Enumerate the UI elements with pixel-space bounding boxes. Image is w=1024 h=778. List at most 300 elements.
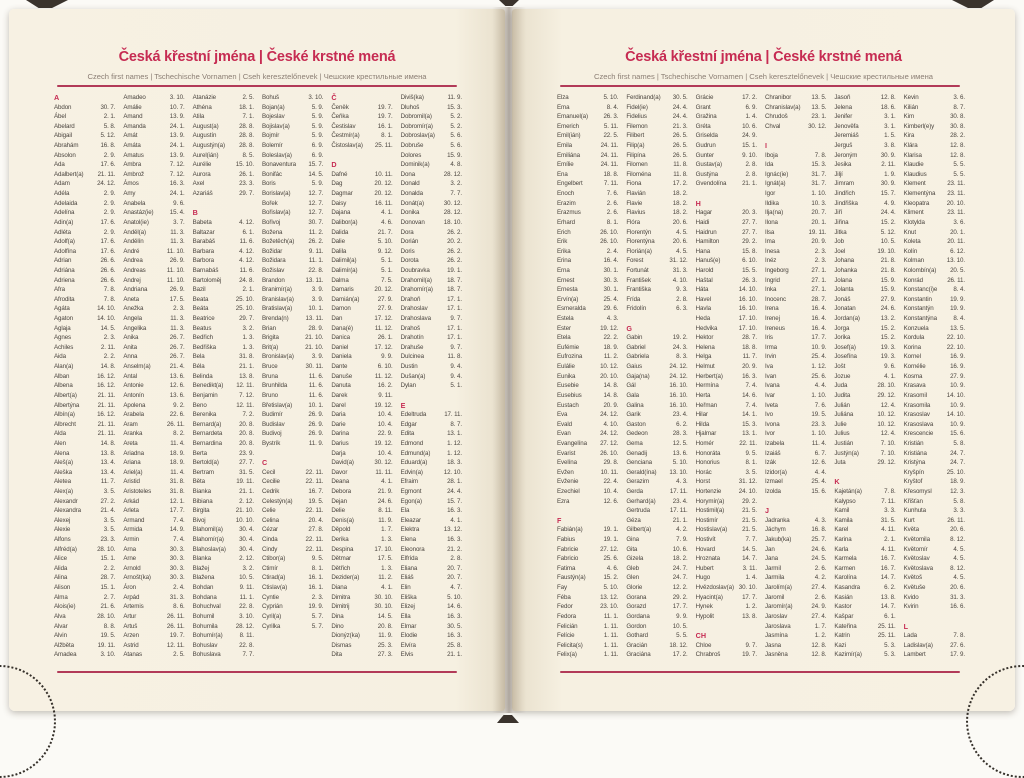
name-entry [904, 131, 965, 141]
name-day-date: 30. 11. [305, 363, 324, 371]
name-day-date: 15. 6. [811, 487, 827, 495]
name-entry [557, 458, 618, 468]
name-day-date: 3. 5. [103, 487, 116, 495]
first-name: Hektor [695, 334, 714, 342]
name-entry [904, 497, 965, 507]
first-name: Gvendolína [695, 180, 727, 188]
first-name: Gizela [626, 555, 644, 563]
first-name: Jonáš [834, 295, 851, 303]
first-name: Božidara [261, 257, 286, 265]
name-day-date: 24. 8. [239, 276, 254, 284]
name-entry [765, 256, 826, 266]
name-entry [626, 381, 687, 391]
first-name: Bronislav(a) [261, 353, 294, 361]
first-name: Adriána [54, 266, 75, 274]
name-day-date: 11. 3. [170, 324, 185, 332]
first-name: Jaroslava [764, 622, 791, 630]
first-name: Ctibor(a) [261, 555, 286, 563]
first-name: Jáchym [764, 526, 786, 534]
name-day-date: 16. 3. [742, 372, 757, 380]
first-name: Erina [557, 257, 571, 265]
name-entry [54, 458, 115, 468]
name-day-date: 24. 6. [811, 545, 827, 553]
letter-header: F [557, 515, 562, 525]
name-day-date: 1. 3. [381, 536, 393, 544]
first-name: Ervín(a) [557, 295, 579, 303]
first-name: Gaston [626, 420, 646, 428]
name-entry [54, 141, 115, 151]
first-name: Flóra [626, 218, 640, 226]
name-entry [557, 314, 618, 324]
first-name: Hilar [695, 411, 708, 419]
page-title: Česká křestní jména | České krstné mená [118, 49, 396, 65]
name-entry [626, 266, 687, 276]
name-entry [123, 285, 184, 295]
first-name: Bruce [261, 363, 278, 371]
name-day-date: 2. 2. [103, 564, 116, 572]
name-entry [557, 179, 618, 189]
first-name: Kasandra [834, 584, 860, 592]
name-day-date: 3. 1. [884, 113, 896, 121]
first-name: Karel [834, 526, 849, 534]
name-day-date: 15. 2. [880, 218, 896, 226]
first-name: Izidor(a) [764, 468, 787, 476]
name-entry [331, 352, 392, 362]
first-name: Ezra [557, 497, 570, 505]
first-name: Drahoslav [400, 305, 428, 313]
first-name: Ivo [764, 411, 773, 419]
name-day-date: 24. 10. [738, 487, 757, 495]
name-entry [834, 122, 895, 132]
name-entry [626, 612, 687, 622]
name-day-date: 22. 11. [739, 439, 757, 447]
name-day-date: 27. 9. [950, 372, 965, 380]
first-name: Františka [626, 286, 651, 294]
first-name: Adelaida [54, 199, 78, 207]
name-entry [193, 381, 254, 391]
first-name: Aristoteles [123, 487, 152, 495]
name-entry [401, 141, 462, 151]
name-day-date: 18. 9. [603, 343, 619, 351]
first-name: Celestýn(a) [261, 497, 293, 505]
name-day-date: 21. 1. [447, 651, 462, 659]
name-day-date: 19. 2. [672, 334, 688, 342]
first-name: Hanuš(e) [695, 257, 721, 265]
first-name: Dionýz(ka) [331, 632, 360, 640]
name-day-date: 20. 6. [672, 238, 688, 246]
name-entry [262, 439, 323, 449]
name-day-date: 2. 9. [103, 209, 116, 217]
name-entry [834, 266, 895, 276]
name-entry [54, 131, 115, 141]
name-day-date: 17. 2. [742, 94, 757, 101]
name-entry [696, 170, 757, 180]
name-day-date: 21. 7. [377, 228, 393, 236]
first-name: Izaiáš [764, 449, 781, 457]
name-entry [696, 593, 757, 603]
first-name: Edvin(a) [400, 468, 423, 476]
name-entry [401, 179, 462, 189]
name-entry [54, 487, 115, 497]
name-entry [123, 324, 184, 334]
name-day-date: 14. 5. [308, 170, 324, 178]
column-spacer [834, 468, 895, 478]
name-day-date: 31. 12. [738, 478, 757, 486]
first-name: Davor [331, 468, 348, 476]
first-name: Juliána [834, 411, 854, 419]
name-day-date: 31. 5. [880, 516, 896, 524]
first-name: Kornélie [903, 363, 926, 371]
name-day-date: 8. 4. [606, 103, 619, 111]
first-name: Baltazar [192, 228, 215, 236]
first-name: Gala [626, 391, 639, 399]
name-entry [54, 208, 115, 218]
first-name: Bonifác [261, 170, 282, 178]
first-name: Adelína [54, 209, 75, 217]
first-name: Blažej [192, 564, 209, 572]
name-day-date: 7. 8. [103, 286, 116, 294]
name-day-date: 9. 12. [377, 247, 393, 255]
name-day-date: 11. 3. [170, 315, 185, 323]
first-name: Ariadna [123, 449, 144, 457]
first-name: Anežka [123, 305, 144, 313]
first-name: Lambert [903, 651, 926, 659]
name-entry [834, 208, 895, 218]
name-entry [401, 333, 462, 343]
name-entry [54, 199, 115, 209]
name-entry [401, 525, 462, 535]
first-name: Béla [192, 363, 205, 371]
name-day-date: 21. 11. [97, 170, 116, 178]
first-name: Jiljí [834, 170, 843, 178]
name-day-date: 8. 1. [606, 218, 619, 226]
first-name: Hvězdoslav(a) [695, 584, 734, 592]
first-name: Dora [400, 228, 414, 236]
name-entry [904, 333, 965, 343]
name-day-date: 15. 4. [169, 209, 185, 217]
name-entry [193, 343, 254, 353]
name-day-date: 1. 2. [814, 632, 827, 640]
name-entry [557, 573, 618, 583]
name-entry [262, 160, 323, 170]
first-name: Kasián [834, 593, 853, 601]
first-name: Květuše [903, 584, 926, 592]
name-day-date: 5. 10. [672, 459, 688, 467]
name-day-date: 8. 2. [173, 430, 185, 438]
first-name: Bernard(a) [192, 420, 222, 428]
name-day-date: 25. 6. [603, 555, 619, 563]
name-entry [626, 391, 687, 401]
name-day-date: 28. 7. [742, 334, 757, 342]
name-entry [193, 131, 254, 141]
first-name: Jošt [834, 363, 846, 371]
first-name: Erna [557, 266, 570, 274]
first-name: Drahoš [400, 324, 420, 332]
first-name: Astrid [123, 641, 139, 649]
name-day-date: 4. 11. [881, 545, 896, 553]
name-entry [331, 487, 392, 497]
name-entry [904, 602, 965, 612]
name-entry [696, 256, 757, 266]
first-name: Dagmar [331, 190, 353, 198]
first-name: Albrecht [54, 420, 76, 428]
name-day-date: 16. 12. [97, 382, 116, 390]
first-name: Evarist [557, 449, 576, 457]
name-day-date: 29. 7. [239, 315, 254, 323]
first-name: Ctirad(a) [261, 574, 286, 582]
name-day-date: 2. 6. [814, 593, 827, 601]
first-name: Fabius [557, 536, 575, 544]
first-name: Květomír [903, 545, 928, 553]
name-entry [765, 324, 826, 334]
first-name: Erhard [557, 218, 575, 226]
name-entry [401, 545, 462, 555]
name-day-date: 21. 5. [742, 516, 757, 524]
name-entry [834, 516, 895, 526]
name-entry [557, 352, 618, 362]
first-name: Jaromil [764, 593, 785, 601]
name-entry [765, 122, 826, 132]
name-day-date: 19. 7. [742, 651, 757, 659]
name-entry [904, 324, 965, 334]
name-day-date: 29. 8. [603, 459, 619, 467]
name-day-date: 27. 1. [811, 286, 827, 294]
name-entry [626, 333, 687, 343]
name-entry [401, 622, 462, 632]
column-spacer [401, 391, 462, 401]
name-day-date: 9. 11. [308, 247, 324, 255]
name-day-date: 18. 12. [669, 641, 688, 649]
first-name: Břetislav(a) [261, 401, 293, 409]
name-entry [401, 170, 462, 180]
first-name: Andriana [123, 286, 148, 294]
name-day-date: 2. 1. [242, 286, 254, 294]
first-name: Dalida [331, 228, 349, 236]
name-entry [193, 352, 254, 362]
first-name: Erazmus [557, 209, 581, 217]
name-day-date: 25. 3. [377, 641, 393, 649]
name-day-date: 26. 2. [447, 228, 462, 236]
name-day-date: 20. 10. [600, 372, 619, 380]
first-name: Ivor [764, 430, 775, 438]
name-entry [262, 179, 323, 189]
name-entry [557, 151, 618, 161]
name-day-date: 14. 10. [97, 315, 116, 323]
name-day-date: 8. 12. [950, 564, 965, 572]
name-day-date: 6. 12. [950, 247, 965, 255]
first-name: Blahoslav(a) [192, 545, 226, 553]
name-entry [401, 247, 462, 257]
name-entry [696, 429, 757, 439]
name-day-date: 18. 10. [443, 218, 462, 226]
first-name: Antonie [123, 382, 144, 390]
first-name: Dan [331, 315, 343, 323]
name-entry [765, 237, 826, 247]
name-day-date: 13. 6. [672, 449, 688, 457]
first-name: Elodie [400, 632, 418, 640]
first-name: Inocenc [764, 295, 786, 303]
name-entry [401, 477, 462, 487]
letter-header: I [764, 141, 767, 151]
name-entry [557, 487, 618, 497]
name-day-date: 16. 11. [374, 199, 393, 207]
name-entry [331, 458, 392, 468]
name-day-date: 21. 5. [742, 526, 757, 534]
name-day-date: 27. 8. [308, 526, 324, 534]
name-entry [904, 343, 965, 353]
first-name: Donald [400, 180, 420, 188]
first-name: Bohumil [192, 612, 215, 620]
name-day-date: 27. 2. [100, 497, 116, 505]
name-day-date: 5. 9. [311, 180, 324, 188]
name-entry [123, 237, 184, 247]
name-day-date: 16. 3. [169, 180, 185, 188]
first-name: Kamila [834, 516, 853, 524]
name-day-date: 21. 8. [880, 257, 896, 265]
name-day-date: 29. 7. [239, 190, 254, 198]
name-day-date: 14. 5. [742, 545, 757, 553]
first-name: Beata [192, 295, 209, 303]
name-entry [904, 641, 965, 651]
first-name: Emiliána [557, 151, 580, 159]
first-name: Gita [626, 545, 638, 553]
name-entry [123, 554, 184, 564]
name-day-date: 14. 8. [603, 382, 619, 390]
name-day-date: 26. 11. [947, 516, 965, 524]
first-name: Bohuslav [192, 641, 218, 649]
first-name: Harold [695, 266, 714, 274]
first-name: Branimír(a) [261, 286, 292, 294]
first-name: Anita [123, 343, 137, 351]
name-day-date: 5. 10. [603, 584, 619, 592]
first-name: Dona [400, 170, 416, 178]
first-name: Jasněna [764, 651, 788, 659]
name-day-date: 4. 1. [381, 584, 393, 592]
name-entry [193, 573, 254, 583]
first-name: Kazi [834, 641, 846, 649]
first-name: Esmeralda [557, 305, 586, 313]
first-name: Heřman [695, 401, 718, 409]
first-name: Květomila [903, 536, 930, 544]
name-day-date: 16. 9. [950, 353, 965, 361]
first-name: Klaudius [903, 170, 927, 178]
first-name: Barbora [192, 257, 214, 265]
first-name: Derika [331, 536, 349, 544]
first-name: Gudrun [695, 142, 716, 150]
name-entry [123, 458, 184, 468]
name-day-date: 14. 9. [169, 526, 185, 534]
first-name: Krescencie [903, 430, 934, 438]
first-name: Haidi [695, 218, 710, 226]
first-name: Ilja(na) [764, 209, 784, 217]
first-name: Dimitra [331, 593, 351, 601]
name-entry [331, 170, 392, 180]
name-entry [834, 583, 895, 593]
name-day-date: 16. 7. [880, 564, 896, 572]
name-day-date: 16. 10. [669, 391, 688, 399]
name-entry [54, 333, 115, 343]
name-entry [904, 516, 965, 526]
name-entry [262, 199, 323, 209]
name-entry [834, 506, 895, 516]
first-name: Albertýna [54, 401, 80, 409]
name-day-date: 18. 8. [742, 343, 757, 351]
first-name: Dolores [400, 151, 422, 159]
name-entry [123, 641, 184, 651]
name-entry [262, 583, 323, 593]
first-name: Josefína [834, 353, 857, 361]
first-name: Honoráta [695, 449, 721, 457]
column-spacer [765, 497, 826, 507]
first-name: Brit(a) [261, 343, 279, 351]
first-name: Iveta [764, 401, 778, 409]
name-entry [765, 285, 826, 295]
name-day-date: 1. 4. [745, 113, 757, 121]
first-name: Jindřiška [834, 199, 858, 207]
name-entry [696, 545, 757, 555]
name-day-date: 16. 8. [811, 526, 827, 534]
name-entry [193, 151, 254, 161]
first-name: Graciána [626, 651, 651, 659]
name-column [331, 93, 400, 660]
first-name: Artur [123, 612, 137, 620]
first-name: Dětmar [331, 555, 351, 563]
first-name: Eunika [557, 372, 576, 380]
name-entry [262, 295, 323, 305]
name-entry [123, 497, 184, 507]
name-entry [401, 160, 462, 170]
name-entry [193, 285, 254, 295]
name-day-date: 6. 2. [676, 420, 688, 428]
name-entry [834, 497, 895, 507]
name-day-date: 6. 7. [814, 449, 827, 457]
name-day-date: 11. 9. [447, 94, 462, 101]
first-name: Karolína [834, 574, 857, 582]
name-entry [834, 218, 895, 228]
first-name: Krasava [903, 382, 926, 390]
name-day-date: 5. 10. [447, 593, 462, 601]
name-entry [262, 535, 323, 545]
name-entry [834, 650, 895, 660]
name-day-date: 6. 9. [311, 142, 324, 150]
first-name: Igor [764, 190, 776, 198]
first-name: Kvirin [903, 603, 919, 611]
first-name: Bohumila [192, 622, 218, 630]
name-entry [262, 545, 323, 555]
name-entry [123, 477, 184, 487]
name-day-date: 7. 2. [242, 411, 254, 419]
name-day-date: 26. 11. [947, 276, 965, 284]
name-entry [626, 160, 687, 170]
name-entry [262, 112, 323, 122]
name-entry [765, 391, 826, 401]
name-entry [626, 237, 687, 247]
name-entry [193, 362, 254, 372]
name-day-date: 20. 7. [447, 574, 462, 582]
name-columns-left [54, 93, 464, 660]
first-name: Belinda [192, 372, 213, 380]
name-entry [696, 381, 757, 391]
first-name: Křesomysl [903, 487, 932, 495]
name-day-date: 20. 9. [811, 238, 827, 246]
first-name: Blahomil(a) [192, 526, 223, 534]
first-name: Anika [123, 334, 139, 342]
name-day-date: 16. 10. [738, 295, 757, 303]
name-day-date: 17. 10. [738, 315, 757, 323]
first-name: Klára [903, 142, 918, 150]
first-name: Irenej [764, 315, 780, 323]
name-entry [331, 256, 392, 266]
